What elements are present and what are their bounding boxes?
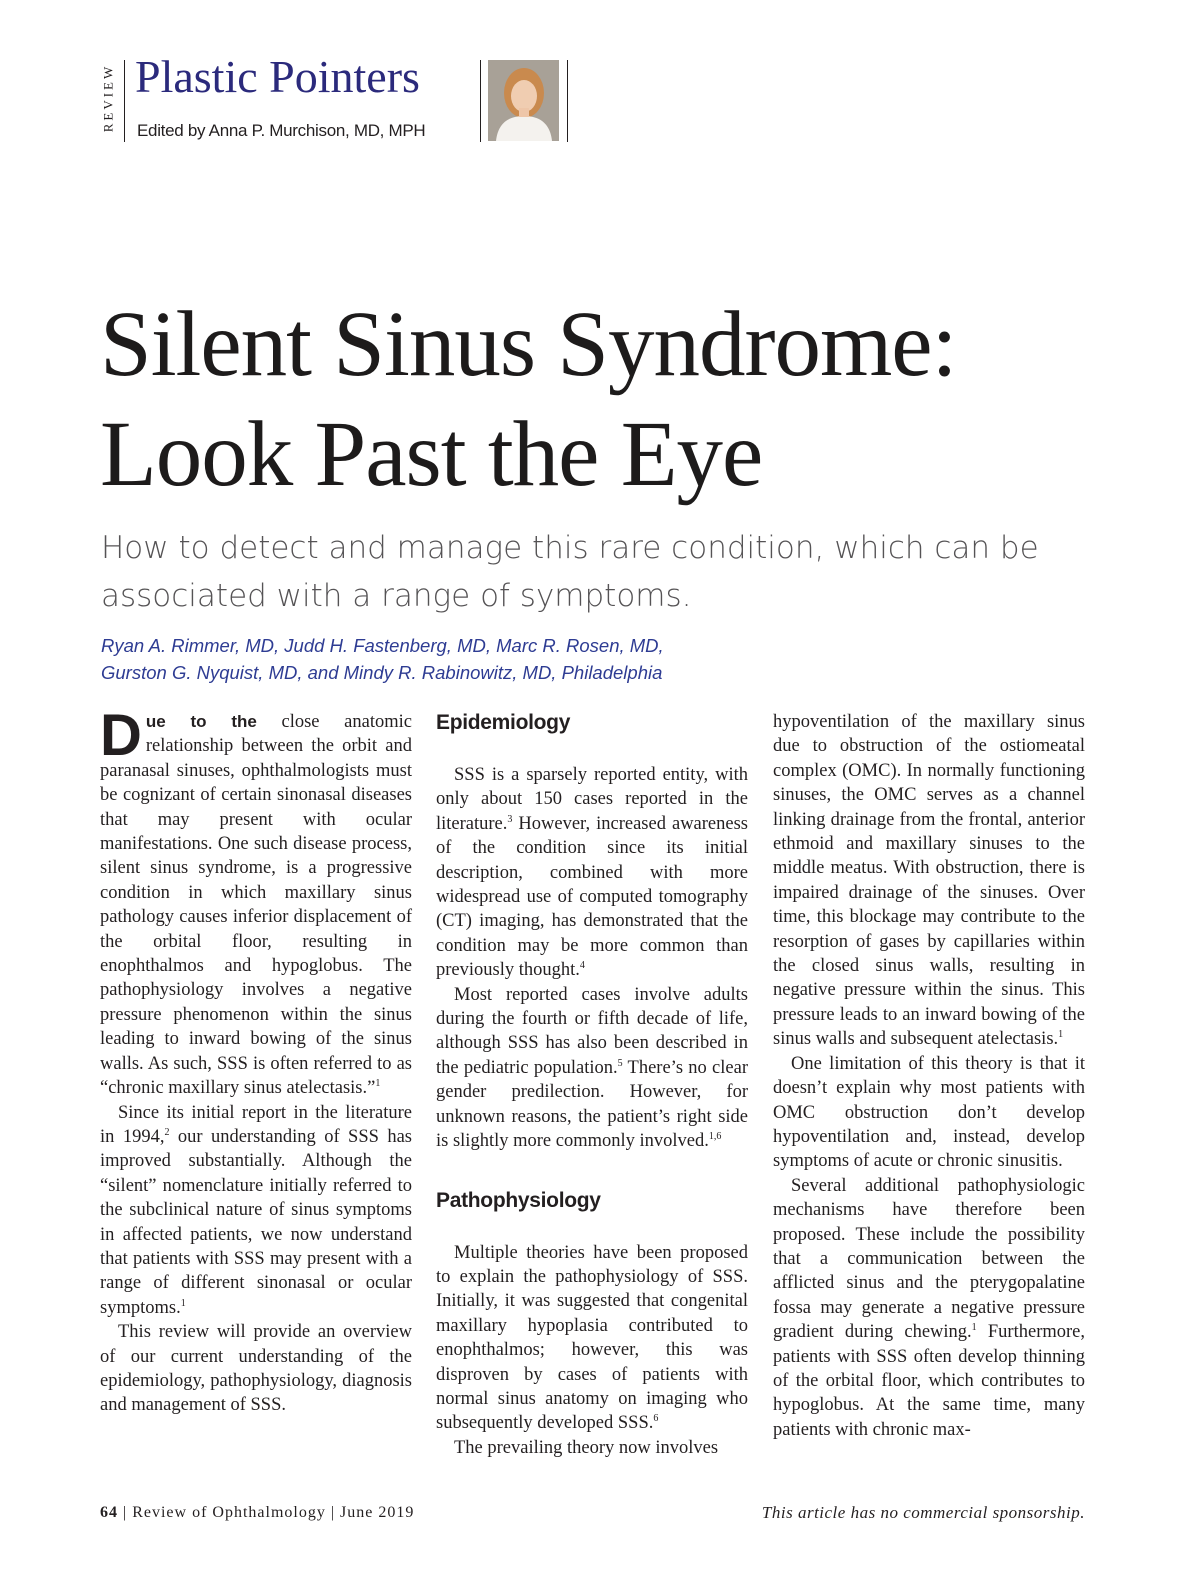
paragraph <box>436 1241 748 1436</box>
paragraph-text: Since its initial report in the literature in 1994, <box>100 1102 412 1147</box>
subhead-pathophysiology: Pathophysiology <box>436 1188 601 1212</box>
authors-line-2: Gurston G. Nyquist, MD, and Mindy R. Rabinowitz, MD, Philadelphia <box>101 662 663 683</box>
reference-marker: 3 <box>507 813 513 825</box>
paragraph: The prevailing theory now involves <box>454 1437 719 1458</box>
editor-portrait-icon <box>488 60 559 141</box>
paragraph <box>773 1174 1085 1442</box>
reference-marker: 1 <box>180 1297 186 1309</box>
header-divider <box>124 60 125 142</box>
reference-marker: 1 <box>1058 1029 1064 1041</box>
paragraph-text: SSS is a sparsely reported entity, with only about 150 cases reported in the literature. <box>436 765 748 834</box>
paragraph-text: Most reported cases involve adults during the fourth or fifth decade of life, although SSS has also been described in the pediatric population. <box>436 984 748 1078</box>
title-line-1: Silent Sinus Syndrome: <box>100 293 957 396</box>
paragraph <box>100 1101 412 1321</box>
paragraph <box>436 763 748 983</box>
paragraph-text: There’s no clear gender predilection. However, for unknown reasons, the patient’s right side is slightly more commonly involved. <box>436 1057 748 1152</box>
article-authors <box>101 632 1101 686</box>
paragraph-continued <box>773 710 1085 1052</box>
reference-marker: 6 <box>653 1413 659 1425</box>
reference-marker: 1 <box>375 1077 381 1089</box>
paragraph <box>436 983 748 1154</box>
reference-marker: 2 <box>164 1126 170 1138</box>
body-column-1 <box>100 703 412 1418</box>
reference-marker: 1 <box>971 1322 977 1333</box>
drop-cap: D <box>100 703 142 768</box>
page-footer: 64 | Review of Ophthalmology | June 2019 <box>100 1504 415 1521</box>
editor-photo <box>488 60 559 141</box>
section-tag-text: REVIEW <box>100 63 116 133</box>
paragraph-text: hypoventilation of the maxillary sinus due to obstruction of the ostiomeatal complex (OMC). In normally functioning sinuses, the OMC serves as a channel linking drainage from the frontal, anterior ethmoid and maxillary sinuses to the middle meatus. With obstruction, there is impaired drainage of the sinuses. Over time, this blockage may contribute to the resorption of gases by capillaries within the closed sinus walls, resulting in negative pressure within the sinus. This pressure leads to an inward bowing of the sinus walls and subsequent atelectasis. <box>773 712 1085 1050</box>
reference-marker: 5 <box>617 1057 623 1069</box>
publication-name: Review of Ophthalmology <box>132 1504 326 1521</box>
authors-line-1: Ryan A. Rimmer, MD, Judd H. Fastenberg, MD, Marc R. Rosen, MD, <box>101 635 664 656</box>
article-title <box>100 290 1100 510</box>
article-deck: How to detect and manage this rare condition, which can be associated with a range of symptoms. <box>101 530 1039 614</box>
reference-marker: 1,6 <box>708 1130 722 1142</box>
paragraph-text: our understanding of SSS has improved substantially. Although the “silent” nomenclature initially referred to the subclinical nature of sinus symptoms in affected patients, we now understand that patients with SSS may present with a range of different sinonasal or ocular symptoms. <box>100 1126 412 1318</box>
body-column-2 <box>436 710 748 1460</box>
photo-divider-left <box>480 60 481 142</box>
body-column-3 <box>773 710 1085 1442</box>
paragraph-text: However, increased awareness of the condition since its initial description, combined with more widespread use of computed tomography (CT) imaging, has demonstrated that the condition may be more common than previously thought. <box>436 813 748 981</box>
paragraph-text: close anatomic relationship between the orbit and paranasal sinuses, ophthalmologists must be cognizant of certain sinonasal diseases that may present with ocular manifestations. One such disease process, silent sinus syndrome, is a progressive condition in which maxillary sinus pathology causes inferior displacement of the orbital floor, resulting in enophthalmos and hypoglobus. The pathophysiology involves a negative pressure phenomenon within the sinus leading to inward bowing of the sinus walls. As such, SSS is often referred to as “chronic maxillary sinus atelectasis.” <box>100 712 412 1099</box>
editor-credit: Edited by Anna P. Murchison, MD, MPH <box>137 121 426 140</box>
paragraph-text: Multiple theories have been proposed to explain the pathophysiology of SSS. Initially, it was suggested that congenital maxillary hypoplasia contributed to enophthalmos; however, this was disproven by cases of patients with normal sinus anatomy on imaging who subsequently developed SSS. <box>436 1242 748 1434</box>
page-number: 64 <box>100 1504 118 1521</box>
paragraph-text: Several additional pathophysiologic mechanisms have therefore been proposed. These include the possibility that a communication between the afflicted sinus and the pterygopalatine fossa may generate a negative pressure gradient during chewing. <box>773 1175 1085 1343</box>
photo-divider-right <box>567 60 568 142</box>
sponsorship-note: This article has no commercial sponsorship. <box>761 1503 1085 1522</box>
paragraph: This review will provide an overview of our current understanding of the epidemiology, pathophysiology, diagnosis and management of SSS. <box>100 1322 412 1416</box>
title-line-2: Look Past the Eye <box>100 403 763 506</box>
paragraph: One limitation of this theory is that it doesn’t explain why most patients with OMC obstruction don’t develop hypoventilation and, instead, develop symptoms of acute or chronic sinusitis. <box>773 1053 1085 1172</box>
subhead-epidemiology: Epidemiology <box>436 711 571 734</box>
section-tag <box>93 56 123 140</box>
issue-date: June 2019 <box>340 1504 415 1521</box>
reference-marker: 4 <box>579 960 585 972</box>
intro-paragraph <box>100 703 412 1101</box>
column-title: Plastic Pointers <box>135 51 420 102</box>
lead-in: ue to the <box>145 712 257 731</box>
paragraph-text: Furthermore, patients with SSS often develop thinning of the orbital floor, which contributes to hypoglobus. At the same time, many patients with chronic max- <box>773 1322 1085 1440</box>
